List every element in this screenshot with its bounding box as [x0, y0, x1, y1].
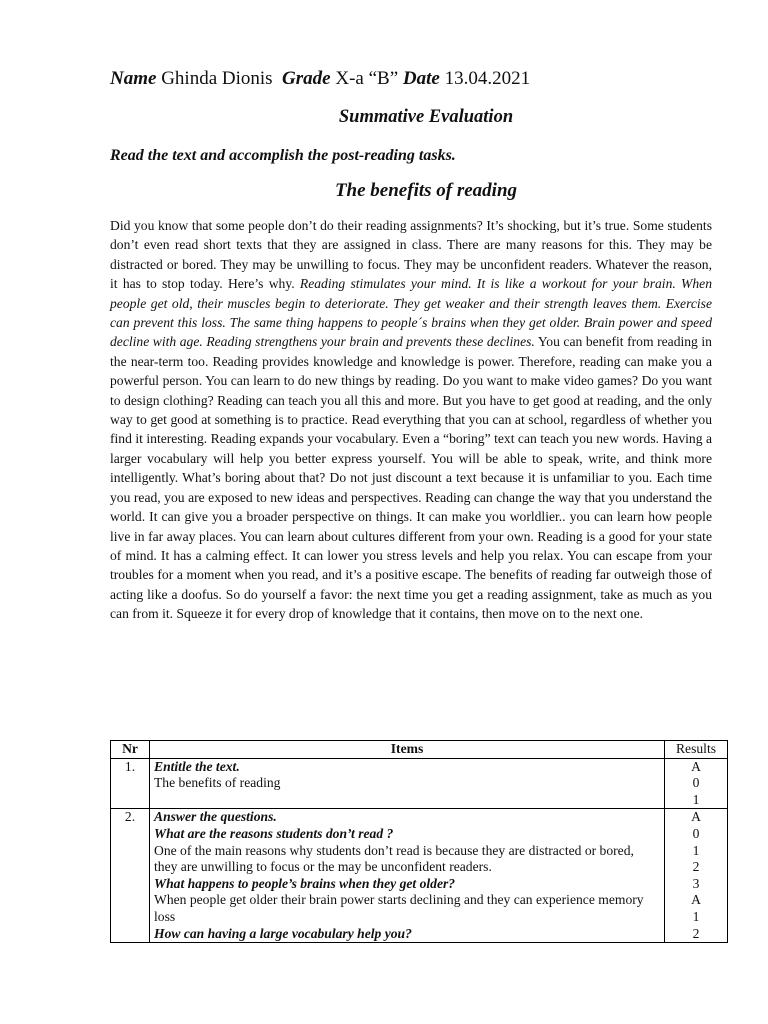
- row-number: 2.: [111, 809, 150, 943]
- answer-2: When people get older their brain power starts declining and they can experience memory loss: [154, 892, 644, 924]
- result-value: 0: [692, 775, 700, 791]
- text-title: The benefits of reading: [334, 180, 518, 201]
- instruction-text: Read the text and accomplish the post-reading tasks.: [110, 147, 456, 164]
- task-prompt: Entitle the text.: [154, 758, 240, 774]
- row-items: [150, 758, 665, 809]
- result-value: 2: [692, 925, 700, 941]
- result-value: A: [691, 892, 701, 908]
- table-row: [111, 758, 728, 809]
- result-value: 3: [692, 875, 700, 891]
- answer-1: One of the main reasons why students don’t read is because they are distracted or bored, they are unwilling to focus or the may be unconfident readers.: [154, 842, 634, 875]
- passage-part-2: You can benefit from reading in the near-term too. Reading provides knowledge and knowledge is power. Therefore, reading can make you a powerful person. You can learn to do new things by reading. Do you want to make video games? Do you want to design clothing? Reading can teach you all this and more. But you have to get good at reading, and the only way to get good at something is to practice. Read everything that you can at school, regardless of whether you find it interesting. Reading expands your vocabulary. Even a “boring” text can teach you new words. Having a larger vocabulary will help you better express yourself. You will be able to speak, write, and think more intelligently. What’s boring about that? Do not just discount a text because it is unfamiliar to you. Each time you read, you are exposed to new ideas and perspectives. Reading can change the way that you understand the world. It can give you a broader perspective on things. It can make you worldlier.. you can learn how people live in far away places. You can learn about cultures different from your own. Reading is a good for your state of mind. It has a calming effect. It can lower you stress levels and help you relax. You can escape from your troubles for a moment when you read, and it’s a positive escape. The benefits of reading far outweigh those of acting like a doofus. So do yourself a favor: the next time you get a reading assignment, take as much as you can from it. Squeeze it for every drop of knowledge that it contains, then move on to the next one.: [110, 334, 712, 622]
- evaluation-title: Summative Evaluation: [338, 107, 514, 127]
- passage-part-1: Did you know that some people don’t do their reading assignments? It’s shocking, but it’s true. Some students don’t even read short texts that they are assigned in class. There are many reasons for this. They may be distracted or bored. They may be unwilling to focus. They may be unconfident readers. Whatever the reason, it has to stop today. Here’s why.: [110, 218, 712, 292]
- table-header-row: [111, 741, 728, 759]
- result-value: A: [691, 809, 701, 825]
- student-header: [110, 68, 530, 90]
- question-2: What happens to people’s brains when they get older?: [154, 875, 456, 891]
- result-value: 1: [692, 842, 700, 858]
- task-answer: The benefits of reading: [154, 775, 281, 791]
- result-value: 2: [692, 859, 700, 875]
- tasks-table: [110, 740, 728, 943]
- date-value: 13.04.2021: [444, 68, 531, 89]
- row-items: [150, 809, 665, 943]
- date-label: Date: [402, 68, 440, 89]
- passage-italic: Reading stimulates your mind. It is like a workout for your brain. When people get old, their muscles begin to deteriorate. They get weaker and their strength leaves them. Exercise can prevent this loss. The same thing happens to people´s brains when they get older. Brain power and speed decline with age. Reading strengthens your brain and prevents these declines.: [110, 276, 712, 350]
- task-prompt: Answer the questions.: [154, 809, 277, 825]
- result-value: A: [691, 758, 701, 774]
- name-value: Ghinda Dionis: [161, 68, 273, 89]
- reading-passage: [110, 216, 712, 624]
- header-nr: Nr: [111, 741, 150, 759]
- grade-label: Grade: [282, 68, 331, 89]
- result-value: 1: [692, 908, 700, 924]
- header-results: Results: [665, 741, 728, 759]
- name-label: Name: [110, 68, 157, 89]
- result-value: 0: [692, 825, 700, 841]
- header-items: Items: [150, 741, 665, 759]
- question-3: How can having a large vocabulary help you?: [154, 925, 412, 941]
- question-1: What are the reasons students don’t read ?: [154, 825, 394, 841]
- row-results: [665, 758, 728, 809]
- table-row: [111, 809, 728, 943]
- row-number: 1.: [111, 758, 150, 809]
- grade-value: X-a “B”: [335, 68, 399, 89]
- row-results: [665, 809, 728, 943]
- result-value: 1: [692, 791, 700, 807]
